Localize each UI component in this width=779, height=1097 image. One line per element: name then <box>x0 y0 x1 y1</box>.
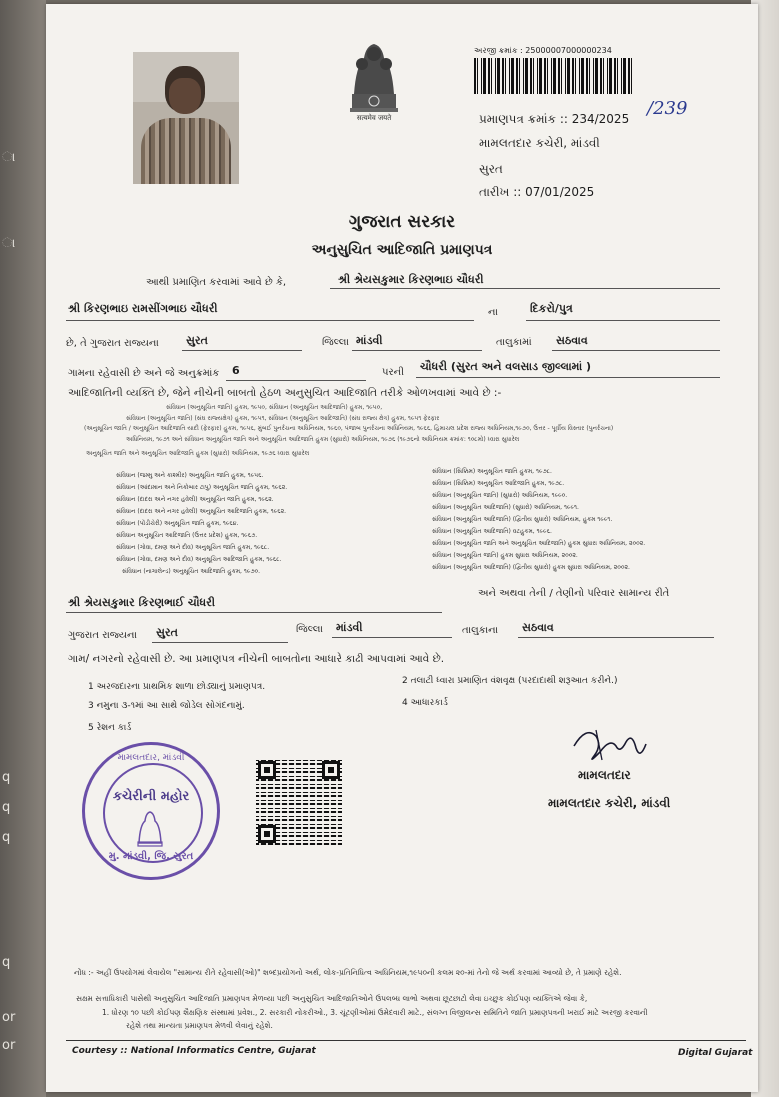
order-right: સંવિધાન (સિક્કિમ) અનુસૂચિત જાતિ હુકમ, ૧૯૭૮. <box>432 468 552 475</box>
certificate-title: અનુસુચિત આદિજાતિ પ્રમાણપત્ર <box>311 242 493 258</box>
district-value: માંડવી <box>356 334 383 347</box>
order-right: સંવિધાન (અનુસૂચિત આદિજાતિ) (દ્વિતીય સુધારો) હુકમ સુધારા અધિનિયમ, ૨૦૦૨. <box>432 564 630 571</box>
order-left: સંવિધાન (આંદામાન અને નિકોબાર ટાપુ) અનુસૂચિત જાતિ હુકમ, ૧૯૬૨. <box>116 484 288 491</box>
tribe-value: ચૌધરી (સુરત અને વલસાડ જીલ્લામાં ) <box>420 360 592 373</box>
underline <box>226 380 366 381</box>
order-left: સંવિધાન (નાગાલેન્ડ) અનુસૂચિત આદિજાતિ હુકમ, ૧૯૭૦. <box>122 568 261 575</box>
edge-char: q <box>2 770 11 785</box>
issuing-office: મામલતદાર કચેરી, માંડવી <box>479 136 600 150</box>
underline <box>182 350 302 351</box>
second-taluka: સઠવાવ <box>522 621 554 634</box>
footer-courtesy: Courtesy :: National Informatics Centre, Gujarat <box>72 1046 316 1056</box>
order-right: સંવિધાન (અનુસૂચિત જાતિ અને અનુસૂચિત આદિજાતિ) હુકમ સુધારા અધિનિયમ, ૨૦૦૨. <box>432 540 646 547</box>
national-emblem-icon <box>344 36 404 118</box>
office-stamp <box>82 742 220 880</box>
underline <box>152 642 288 643</box>
signatory-office: મામલતદાર કચેરી, માંડવી <box>548 796 671 810</box>
edge-char: q <box>2 955 11 970</box>
underline <box>416 377 720 378</box>
stamp-top-text: મામલતદાર, માંડવી <box>117 753 185 763</box>
edge-char: q <box>2 800 11 815</box>
certify-label: આથી પ્રમાણિત કરવામાં આવે છે કે, <box>146 277 287 288</box>
qr-finder <box>322 761 340 779</box>
basis-text: ગામ/ નગરનો રહેવાસી છે. આ પ્રમાણપત્ર નીચેની બાબતોના આધારે કાઢી આપવામાં આવે છે. <box>68 653 445 665</box>
order-left: સંવિધાન (જમ્મુ અને કાશ્મીર) અનુસૂચિત જાતિ હુકમ, ૧૯૫૬. <box>116 472 264 479</box>
certificate-number: પ્રમાણપત્ર ક્રમાંક :: 234/2025 <box>479 112 630 126</box>
order-right: સંવિધાન (અનુસૂચિત આદિજાતિ) (સુધારો) અધિનિયમ, ૧૯૯૧. <box>432 504 579 511</box>
order-left: સંવિધાન (દાદરા અને નગર હવેલી) અનુસૂચિત જાતિ હુકમ, ૧૯૬૨. <box>116 496 274 503</box>
order-line: અનુસૂચિત જાતિ અને અનુસૂચિત આદિજાતિ હુકમ (સુધારો) અધિનિયમ, ૧૯૭૬ ધ્વારા સુધારેલ <box>86 450 310 457</box>
application-number: અરજી ક્રમાંક : 25000007000000234 <box>474 46 612 55</box>
document-item: 1 અરજદારના પ્રાથમિક શાળા છોડ્યાનું પ્રમાણપત્ર. <box>88 682 266 692</box>
order-left: સંવિધાન (દાદરા અને નગર હવેલી) અનુસૂચિત આદિજાતિ હુકમ, ૧૯૬૨. <box>116 508 287 515</box>
tribe-label: પરની <box>382 367 404 378</box>
father-name: શ્રી કિરણભાઇ રામસીંગભાઇ ચૌધરી <box>68 302 218 315</box>
footer-divider <box>66 1040 746 1041</box>
document-item: 4 આધારકાર્ડ <box>402 698 448 708</box>
handwritten-number: /239 <box>647 98 688 119</box>
note-validation-end: રહેશે તથા માન્યતા પ્રમાણપત્ર મેળવી લેવાનું રહેશે. <box>126 1021 273 1030</box>
barcode <box>474 58 632 94</box>
qr-finder <box>258 825 276 843</box>
emblem-icon <box>135 809 165 847</box>
signature <box>566 716 656 772</box>
of-label: ના <box>488 307 498 318</box>
underline <box>352 350 482 351</box>
recognized-statement: આદિજાતિની વ્યક્તિ છે, જેને નીચેની બાબતો હેઠળ અનુસુચિત આદિજાતિ તરીકે ઓળખવામાં આવે છે :- <box>68 387 502 399</box>
government-title: ગુજરાત સરકાર <box>348 212 456 232</box>
underline <box>526 320 720 321</box>
relation: દિકરો/પુત્ર <box>530 302 573 315</box>
document-item: 5 રેશન કાર્ડ <box>88 723 132 733</box>
document-item: 2 તલાટી ધ્વારા પ્રમાણિત વંશવૃક્ષ (પરદાદાથી શરૂઆત કરીને.) <box>402 676 618 686</box>
order-line: અધિનિયમ, ૧૯૭૧ અને સંવિધાન અનુસૂચિત જાતિ અને અનુસૂચિત આદિજાતિ હુકમ (સુધારો) અધિનિયમ, ૧૯૭૬ (૧૯૭૬નો અધિનિયમ ક્રમાંક: ૧૦૮મો) ધ્વારા સુધારેલ <box>126 436 520 443</box>
village-label: ગામના રહેવાસી છે અને જે અનુક્રમાંક <box>68 368 220 379</box>
edge-char: ા <box>2 150 16 165</box>
document-item: 3 નમુના ૩-૧માં આ સાથે જોડેલ સોગંદનામું. <box>88 701 245 711</box>
taluka-value: સઠવાવ <box>556 334 588 347</box>
emblem-caption: सत्यमेव जयते <box>356 114 392 122</box>
note-validation: સક્ષમ સત્તાધિકારી પાસેથી અનુસુચિત આદિજાતિ પ્રમાણપત્ર મેળવ્યા પછી અનુસુચિત આદિજાતિઓને ઉપલબ્ધ લાભો અથવા છૂટછાટો લેવા ઇચ્છુક કોઈપણ વ્યક્તિએ જેવા કે, <box>76 994 588 1003</box>
stamp-bottom-text: મુ. માંડવી, જિ. સુરત <box>108 851 194 862</box>
underline <box>332 637 452 638</box>
applicant-name: શ્રી શ્રેયસકુમાર કિરણભાઇ ચૌધરી <box>338 273 484 286</box>
qr-code <box>256 759 342 845</box>
taluka-label: તાલુકામાં <box>496 337 532 348</box>
order-line: (અનુસૂચિત જાતિ / અનુસૂચિત આદિજાતિ યાદી (ફેરફાર) હુકમ, ૧૯૫૬, મુંબઈ પુનર્રચના અધિનિયમ, ૧૯૬૦, પંજાબ પુનર્રચના અધિનિયમ, ૧૯૬૬, હિમાચલ પ્રદેશ રાજ્ય અધિનિયમ,૧૯૭૦, ઉત્તર - પૂર્વીય વિસ્તાર (પુનર્રચના) <box>84 425 614 432</box>
underline <box>330 288 720 289</box>
second-city: સુરત <box>156 626 178 639</box>
order-left: સંવિધાન અનુસૂચિત આદિજાતિ (ઉત્તર પ્રદેશ) હુકમ, ૧૯૬૭. <box>116 532 258 539</box>
applicant-photo <box>133 52 239 184</box>
note-residence: નોંધ :- અહીં ઉપયોગમાં લેવાયેલ "સામાન્ય રીતે રહેવાસી(ઓ)" શબ્દપ્રયોગનો અર્થ, લોક-પ્રતિનિધિત્વ અધિનિયમ,૧૯૫૦ની કલમ ૨૦-માં તેનો જે અર્થ કરવામાં આવ્યો છે, તે પ્રમાણે રહેશે. <box>74 968 622 977</box>
order-left: સંવિધાન (પોંડીચેરી) અનુસૂચિત જાતિ હુકમ, ૧૯૬૪. <box>116 520 239 527</box>
issue-date: તારીખ :: 07/01/2025 <box>479 185 595 199</box>
order-line: સંવિધાન (અનુસૂચિત જાતિ) હુકમ, ૧૯૫૦, સંવિધાન (અનુસૂચિત આદિજાતિ) હુકમ, ૧૯૫૦, <box>166 404 383 411</box>
second-name: શ્રી શ્રેયસકુમાર કિરણભાઈ ચૌધરી <box>68 596 215 609</box>
edge-char: or <box>2 1010 16 1025</box>
signatory-title: મામલતદાર <box>578 768 631 782</box>
underline <box>66 320 474 321</box>
footer-brand: Digital Gujarat <box>678 1048 753 1058</box>
state-label: ગુજરાત રાજ્યના <box>68 630 137 641</box>
second-district-label: જિલ્લા <box>296 624 323 635</box>
order-right: સંવિધાન (અનુસૂચિત આદિજાતિ) (દ્વિતીય સુધારો) અધિનિયમ, હુકમ ૧૯૯૧. <box>432 516 613 523</box>
order-left: સંવિધાન (ગોવા, દમણ અને દીવ) અનુસૂચિત જાતિ હુકમ, ૧૯૬૮. <box>116 544 270 551</box>
underline <box>518 637 714 638</box>
underline <box>66 612 442 613</box>
stamp-office-text: કચેરીની મહોર <box>112 789 190 804</box>
edge-char: ા <box>2 236 16 251</box>
order-right: સંવિધાન (અનુસૂચિત જાતિ) હુકમ સુધારા અધિનિયમ, ૨૦૦૨. <box>432 552 578 559</box>
serial-value: 6 <box>232 364 240 377</box>
order-left: સંવિધાન (ગોવા, દમણ અને દીવ) અનુસૂચિત આદિજાતિ હુકમ, ૧૯૬૮. <box>116 556 282 563</box>
family-text: અને અથવા તેની / તેણીનો પરિવાર સામાન્ય રીતે <box>478 588 670 599</box>
issuing-city: સુરત <box>479 162 503 176</box>
edge-char: q <box>2 830 11 845</box>
note-validation-items: 1. ધોરણ ૧૦ પછી કોઈપણ શૈક્ષણિક સંસ્થામાં પ્રવેશ., 2. સરકારી નોકરીઓ., 3. ચૂંટણીઓમાં ઉમેદવારી માટે., સંલગ્ન વિજીલન્સ સમિતિને જાતિ પ્રમાણપત્રની ખરાઈ માટે અરજી કરવાની <box>102 1008 648 1017</box>
qr-finder <box>258 761 276 779</box>
second-district: માંડવી <box>336 621 363 634</box>
order-right: સંવિધાન (સિક્કિમ) અનુસૂચિત આદિજાતિ હુકમ, ૧૯૭૮. <box>432 480 565 487</box>
resident-label: છે, તે ગુજરાત રાજ્યના <box>66 338 159 349</box>
order-right: સંવિધાન (અનુસૂચિત આદિજાતિ) વટહુકમ, ૧૯૯૬. <box>432 528 552 535</box>
edge-char: or <box>2 1038 16 1053</box>
second-taluka-label: તાલુકાના <box>462 625 499 636</box>
city-value: સુરત <box>186 334 208 347</box>
order-right: સંવિધાન (અનુસૂચિત જાતિ) (સુધારો) અધિનિયમ, ૧૯૯૦. <box>432 492 568 499</box>
underline <box>552 350 720 351</box>
district-label: જિલ્લા <box>322 337 349 348</box>
order-line: સંવિધાન (અનુસૂચિત જાતિ) (સંઘ રાજ્યક્ષેત્ર) હુકમ, ૧૯૫૧, સંવિધાન (અનુસૂચિત આદિજાતિ) (સંઘ રાજ્ય ક્ષેત્ર) હુકમ, ૧૯૫૧ ફેરફાર <box>126 415 440 422</box>
certificate-document <box>46 4 758 1092</box>
